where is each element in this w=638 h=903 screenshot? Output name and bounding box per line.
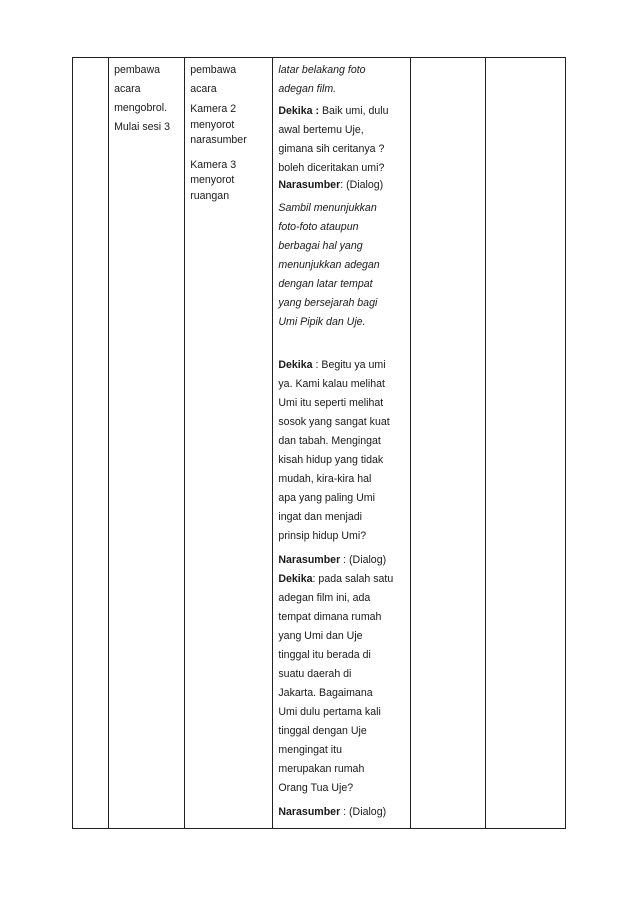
dialog-line: tempat dimana rumah [278, 611, 382, 623]
speaker-dekika: Dekika [278, 359, 313, 371]
camera3-line: menyorot [190, 174, 235, 186]
action-line: Sambil menunjukkan [278, 202, 377, 214]
table-row [73, 58, 566, 829]
dialog-line: tinggal itu berada di [278, 649, 371, 661]
dialog-line: Baik umi, dulu [319, 105, 389, 117]
speaker-narasumber: Narasumber [278, 554, 341, 566]
dialog-line: mengingat itu [278, 744, 342, 756]
dialog-line: kisah hidup yang tidak [278, 454, 384, 466]
dialog-line: Umi dulu pertama kali [278, 706, 381, 718]
host-cell [109, 58, 185, 829]
action-line: dengan latar tempat [278, 278, 373, 290]
host-line: pembawa [114, 64, 160, 76]
dialog-line: : (Dialog) [340, 806, 387, 818]
host-line: acara [114, 83, 141, 95]
dialog-line: adegan film ini, ada [278, 592, 371, 604]
action-line: foto-foto ataupun [278, 221, 359, 233]
host-line: mengobrol. [114, 102, 168, 114]
script-table [72, 57, 566, 829]
dialog-line: ingat dan menjadi [278, 511, 363, 523]
camera3-line: ruangan [190, 189, 230, 202]
camera-host-line: acara [190, 83, 217, 95]
dialog-line: boleh diceritakan umi? [278, 162, 385, 174]
script-cell [273, 58, 410, 829]
dialog-line: sosok yang sangat kuat [278, 416, 390, 428]
dialog-line: : pada salah satu [312, 573, 394, 585]
camera3-line: Kamera 3 [190, 158, 237, 171]
camera-host-line: pembawa [190, 64, 237, 76]
dialog-line: ya. Kami kalau melihat [278, 378, 385, 390]
dialog-line: Jakarta. Bagaimana [278, 687, 373, 699]
camera2-line: Kamera 2 [190, 103, 237, 115]
camera2-line: narasumber [190, 134, 247, 146]
dialog-line: prinsip hidup Umi? [278, 530, 367, 542]
action-line: menunjukkan adegan [278, 259, 380, 271]
dialog-line: awal bertemu Uje, [278, 124, 364, 136]
speaker-dekika: Dekika : [278, 105, 320, 117]
number-cell [73, 58, 109, 829]
dialog-line: : (Dialog) [340, 554, 387, 566]
empty-cell [485, 58, 565, 829]
empty-cell [410, 58, 485, 829]
dialog-line: gimana sih ceritanya ? [278, 143, 385, 155]
speaker-dekika: Dekika [278, 573, 313, 585]
dialog-line: : (Dialog) [340, 179, 384, 191]
speaker-narasumber: Narasumber [278, 179, 341, 191]
dialog-line: : Begitu ya umi [312, 359, 386, 371]
dialog-line: tinggal dengan Uje [278, 725, 367, 737]
dialog-line: apa yang paling Umi [278, 492, 375, 504]
host-line: Mulai sesi 3 [114, 121, 170, 133]
intro-line: latar belakang foto [278, 64, 366, 76]
intro-line: adegan film. [278, 83, 337, 95]
action-line: yang bersejarah bagi [278, 297, 378, 309]
dialog-line: mudah, kira-kira hal [278, 473, 372, 485]
dialog-line: yang Umi dan Uje [278, 630, 363, 642]
dialog-line: suatu daerah di [278, 668, 352, 680]
dialog-line: merupakan rumah [278, 763, 365, 775]
dialog-line: Orang Tua Uje? [278, 782, 354, 794]
action-line: berbagai hal yang [278, 240, 363, 252]
camera-cell [185, 58, 273, 829]
dialog-line: Umi itu seperti melihat [278, 397, 384, 409]
dialog-line: dan tabah. Mengingat [278, 435, 381, 447]
camera2-line: menyorot [190, 118, 235, 131]
action-line: Umi Pipik dan Uje. [278, 316, 366, 328]
speaker-narasumber: Narasumber [278, 806, 341, 818]
